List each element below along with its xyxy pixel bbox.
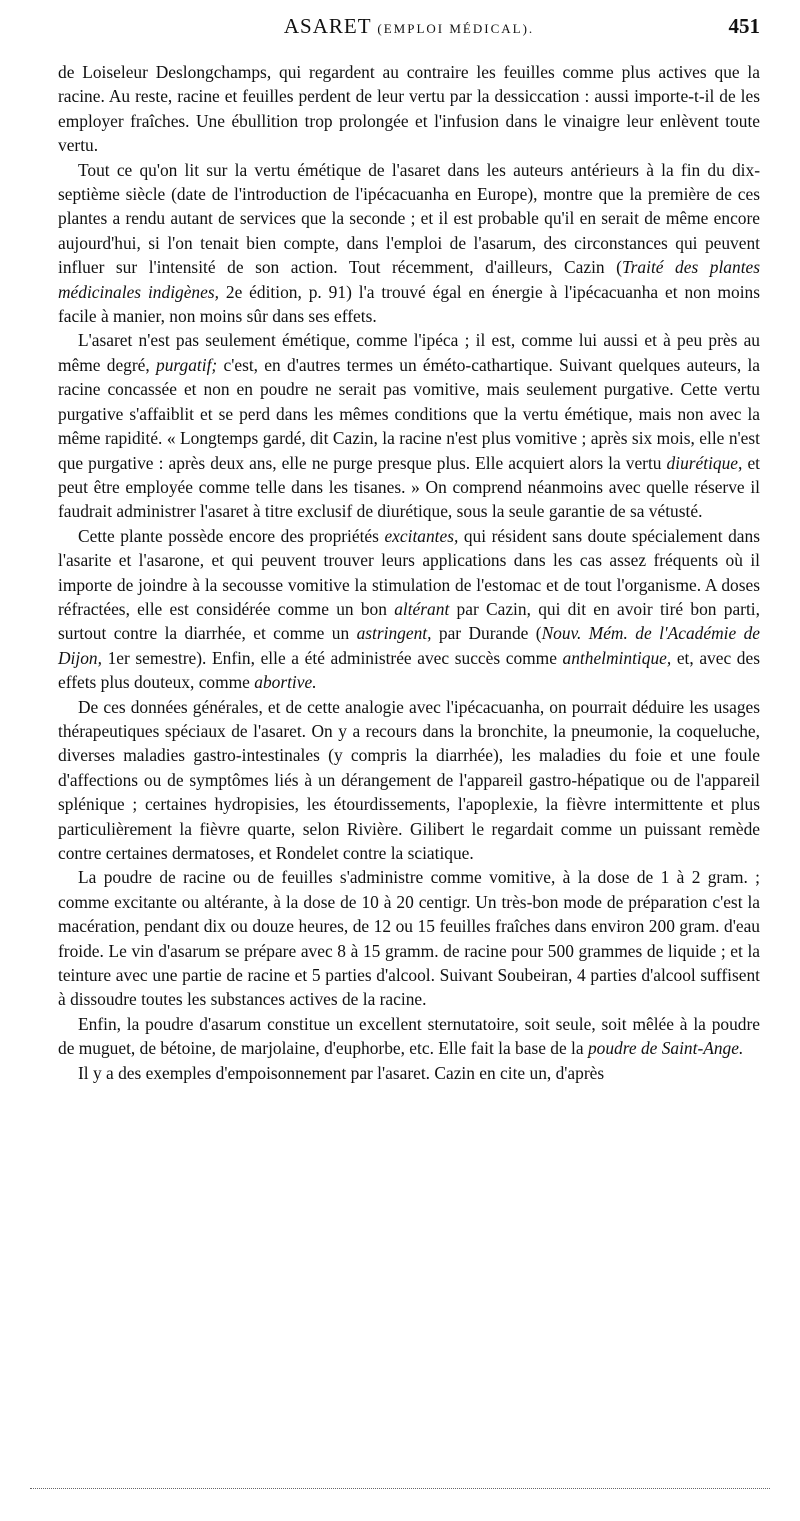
- italic-text: excitantes,: [384, 525, 459, 546]
- text-run: Tout ce qu'on lit sur la vertu émétique de l'asaret dans les auteurs antérieurs à la fin du dix-septième siècle (date de l'introduction de l'ipécacuanha en Europe), montre que la première de ces plantes a rendu autant de services que la seconde ; et il est probable qu'il en serait de même encore aujourd'hui, si l'on tenait bien compte, dans l'emploi de l'asarum, des circonstances qui peuvent influer sur l'intensité de son action. Tout récemment, d'ailleurs, Cazin (: [58, 159, 760, 278]
- text-run: 2e édition, p. 91) l'a trouvé égal en énergie à l'ipécacuanha et non moins facile à manier, non moins sûr dans ses effets.: [58, 281, 760, 327]
- italic-text: astringent,: [356, 623, 432, 644]
- text-run: de Loiseleur Deslongchamps, qui regardent au contraire les feuilles comme plus actives que la racine. Au reste, racine et feuilles perdent de leur vertu par la dessiccation : aussi importe-t-il de les employer fraîches. Une ébullition trop prolongée et l'infusion dans le vinaigre leur enlèvent toute vertu.: [58, 62, 760, 156]
- paragraph: [58, 60, 760, 158]
- text-run: De ces données générales, et de cette analogie avec l'ipécacuanha, on pourrait déduire les usages thérapeutiques spéciaux de l'asaret. On y a recours dans la bronchite, la pneumonie, la coqueluche, diverses maladies gastro-intestinales (y compris la diarrhée), les maladies du foie et une foule d'affections ou de symptômes liés à un dérangement de l'appareil gastro-hépatique ou de l'appareil splénique ; certaines hydropisies, les étourdissements, l'apoplexie, la fièvre intermittente et plus particulièrement la fièvre quarte, selon Rivière. Gilibert le regardait comme un puissant remède contre certaines dermatoses, et Rondelet contre la sciatique.: [58, 696, 760, 863]
- paragraph: [58, 328, 760, 523]
- running-title-sub: (EMPLOI MÉDICAL).: [377, 21, 535, 36]
- text-run: qui résident sans doute spécialement dans l'asarite et l'asarone, et qui peuvent trouver leurs applications dans les cas assez fréquents où il importe de joindre à la secousse vomitive la stimulation de l'estomac et de tout l'organisme. A doses réfractées, elle est considérée comme un bon: [58, 525, 760, 619]
- italic-text: poudre de Saint-Ange.: [587, 1038, 744, 1059]
- paragraph: [58, 865, 760, 1011]
- paragraph: [58, 1061, 760, 1085]
- text-run: et peut être employée comme telle dans les tisanes. » On comprend néanmoins avec quelle réserve il faudrait administrer l'asaret à titre exclusif de diurétique, sous la seule garantie de sa vétusté.: [58, 452, 760, 522]
- italic-text: abortive.: [254, 672, 317, 693]
- text-run: Il y a des exemples d'empoisonnement par l'asaret. Cazin en cite un, d'après: [78, 1062, 605, 1083]
- paragraph: [58, 695, 760, 866]
- paragraph: [58, 158, 760, 329]
- text-run: par Durande (: [431, 623, 542, 644]
- italic-text: anthelmintique,: [562, 647, 672, 668]
- italic-text: purgatif;: [156, 354, 218, 375]
- italic-text: diurétique,: [666, 452, 743, 473]
- italic-text: altérant: [394, 598, 450, 619]
- running-header: [58, 14, 760, 44]
- paragraph: [58, 1012, 760, 1061]
- running-title-main: ASARET: [283, 14, 372, 38]
- text-run: Enfin, la poudre d'asarum constitue un excellent sternutatoire, soit seule, soit mêlée à la poudre de muguet, de bétoine, de marjolaine, d'euphorbe, etc. Elle fait la base de la: [58, 1013, 760, 1059]
- italic-text: Nouv. Mém. de l'Académie de Dijon,: [58, 623, 760, 668]
- text-run: La poudre de racine ou de feuilles s'administre comme vomitive, à la dose de 1 à 2 gram. ; comme excitante ou altérante, à la dose de 10 à 20 centigr. Un très-bon mode de préparation c'est la macération, pendant dix ou douze heures, de 12 ou 15 feuilles fraîches dans environ 200 gram. d'eau froide. Le vin d'asarum se prépare avec 8 à 15 gramm. de racine pour 500 grammes de liquide ; et la teinture avec une partie de racine et 5 parties d'alcool. Suivant Soubeiran, 4 parties d'alcool suffisent à dissoudre toutes les substances actives de la racine.: [58, 867, 760, 1010]
- running-title: [58, 14, 760, 39]
- text-run: L'asaret n'est pas seulement émétique, comme l'ipéca ; il est, comme lui aussi et à peu près au même degré,: [58, 330, 760, 375]
- text-run: 1er semestre). Enfin, elle a été administrée avec succès comme: [101, 647, 563, 668]
- footer-rule: [30, 1488, 770, 1489]
- body-text: [58, 60, 760, 1085]
- italic-text: Traité des plantes médicinales indigènes,: [58, 257, 761, 302]
- text-run: et, avec des effets plus douteux, comme: [58, 647, 760, 693]
- text-run: par Cazin, qui dit en avoir tiré bon parti, surtout contre la diarrhée, et comme un: [58, 598, 760, 644]
- text-run: Cette plante possède encore des propriétés: [78, 525, 385, 546]
- text-run: c'est, en d'autres termes un éméto-cathartique. Suivant quelques auteurs, la racine concassée et non en poudre ne serait pas vomitive, mais seulement purgative. Cette vertu purgative s'affaiblit et se perd dans les mêmes conditions que la vertu émétique, mais non avec la même rapidité. « Longtemps gardé, dit Cazin, la racine n'est plus vomitive ; après six mois, elle n'est que purgative : après deux ans, elle ne purge presque plus. Elle acquiert alors la vertu: [58, 354, 761, 473]
- page-number: 451: [728, 14, 760, 38]
- paragraph: [58, 524, 760, 695]
